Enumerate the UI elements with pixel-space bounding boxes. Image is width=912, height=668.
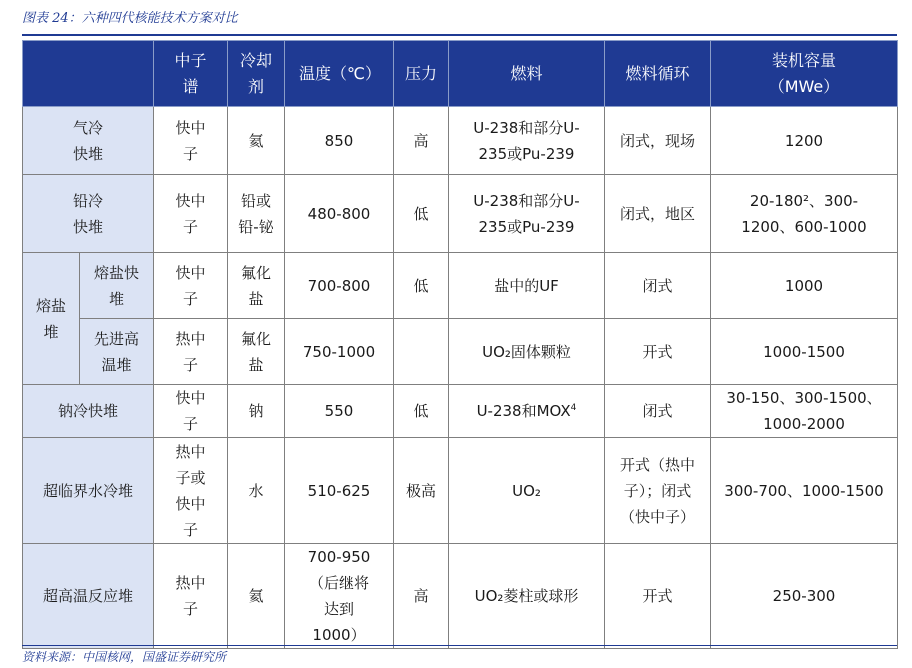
group-name-molten-salt: 熔盐堆	[23, 253, 80, 385]
source-note: 资料来源：中国核网，国盛证券研究所	[22, 650, 227, 664]
cell-capacity: 300-700、1000-1500	[711, 438, 898, 544]
cell-spectrum: 热中子	[154, 319, 228, 385]
cell-spectrum: 快中子	[154, 107, 228, 175]
cell-spectrum: 热中子	[154, 544, 228, 649]
cell-spectrum: 快中子	[154, 385, 228, 438]
cell-capacity: 1000-1500	[711, 319, 898, 385]
cell-fuel-cycle: 闭式，现场	[605, 107, 711, 175]
header-name-blank	[23, 41, 154, 107]
table-row	[23, 175, 898, 253]
table-row	[23, 438, 898, 544]
row-name: 钠冷快堆	[23, 385, 154, 438]
cell-pressure	[394, 319, 449, 385]
row-name: 熔盐快堆	[80, 253, 154, 319]
row-name: 超临界水冷堆	[23, 438, 154, 544]
cell-pressure: 低	[394, 253, 449, 319]
cell-fuel	[449, 385, 605, 438]
cell-coolant: 氦	[228, 544, 285, 649]
cell-pressure: 高	[394, 544, 449, 649]
cell-fuel-cycle: 闭式，地区	[605, 175, 711, 253]
header-coolant: 冷却剂	[228, 41, 285, 107]
table-row	[23, 319, 898, 385]
cell-fuel: 盐中的UF	[449, 253, 605, 319]
header-row	[23, 41, 898, 107]
row-name: 先进高温堆	[80, 319, 154, 385]
cell-capacity: 1200	[711, 107, 898, 175]
cell-temp: 700-800	[285, 253, 394, 319]
cell-coolant: 水	[228, 438, 285, 544]
cell-temp: 510-625	[285, 438, 394, 544]
cell-fuel: UO₂菱柱或球形	[449, 544, 605, 649]
cell-temp: 750-1000	[285, 319, 394, 385]
cell-coolant: 氟化盐	[228, 319, 285, 385]
table-row	[23, 253, 898, 319]
cell-fuel: UO₂固体颗粒	[449, 319, 605, 385]
footnote-mark: 4	[570, 403, 577, 413]
cell-fuel-cycle: 开式	[605, 319, 711, 385]
bottom-rule	[22, 645, 897, 646]
cell-fuel: U-238和部分U-235或Pu-239	[449, 175, 605, 253]
cell-capacity: 250-300	[711, 544, 898, 649]
cell-temp: 850	[285, 107, 394, 175]
fuel-text: U-238和MOX	[476, 402, 571, 420]
cell-fuel-cycle: 开式	[605, 544, 711, 649]
row-name: 气冷快堆	[23, 107, 154, 175]
cell-fuel-cycle: 闭式	[605, 253, 711, 319]
header-temp: 温度（℃）	[285, 41, 394, 107]
cell-temp: 550	[285, 385, 394, 438]
cell-coolant: 氟化盐	[228, 253, 285, 319]
figure-caption: 图表 24：六种四代核能技术方案对比	[22, 11, 238, 26]
cell-pressure: 低	[394, 385, 449, 438]
table-row	[23, 385, 898, 438]
header-fuel: 燃料	[449, 41, 605, 107]
cell-coolant: 铅或铅-铋	[228, 175, 285, 253]
table-row	[23, 544, 898, 649]
reactor-comparison-table	[22, 40, 898, 649]
cell-coolant: 钠	[228, 385, 285, 438]
cell-coolant: 氦	[228, 107, 285, 175]
row-name: 超高温反应堆	[23, 544, 154, 649]
cell-pressure: 高	[394, 107, 449, 175]
cell-pressure: 低	[394, 175, 449, 253]
row-name: 铅冷快堆	[23, 175, 154, 253]
header-fuel-cycle: 燃料循环	[605, 41, 711, 107]
cell-spectrum: 热中子或快中子	[154, 438, 228, 544]
cell-capacity: 20-180²、300-1200、600-1000	[711, 175, 898, 253]
cell-capacity: 1000	[711, 253, 898, 319]
cell-spectrum: 快中子	[154, 175, 228, 253]
table-row	[23, 107, 898, 175]
cell-pressure: 极高	[394, 438, 449, 544]
cell-temp: 480-800	[285, 175, 394, 253]
cell-fuel: U-238和部分U-235或Pu-239	[449, 107, 605, 175]
cell-fuel-cycle: 闭式	[605, 385, 711, 438]
header-capacity: 装机容量（MWe）	[711, 41, 898, 107]
caption-rule	[22, 34, 897, 36]
cell-temp: 700-950（后继将达到1000）	[285, 544, 394, 649]
cell-fuel: UO₂	[449, 438, 605, 544]
header-pressure: 压力	[394, 41, 449, 107]
cell-capacity: 30-150、300-1500、1000-2000	[711, 385, 898, 438]
cell-fuel-cycle: 开式（热中子）；闭式（快中子）	[605, 438, 711, 544]
header-spectrum: 中子谱	[154, 41, 228, 107]
cell-spectrum: 快中子	[154, 253, 228, 319]
